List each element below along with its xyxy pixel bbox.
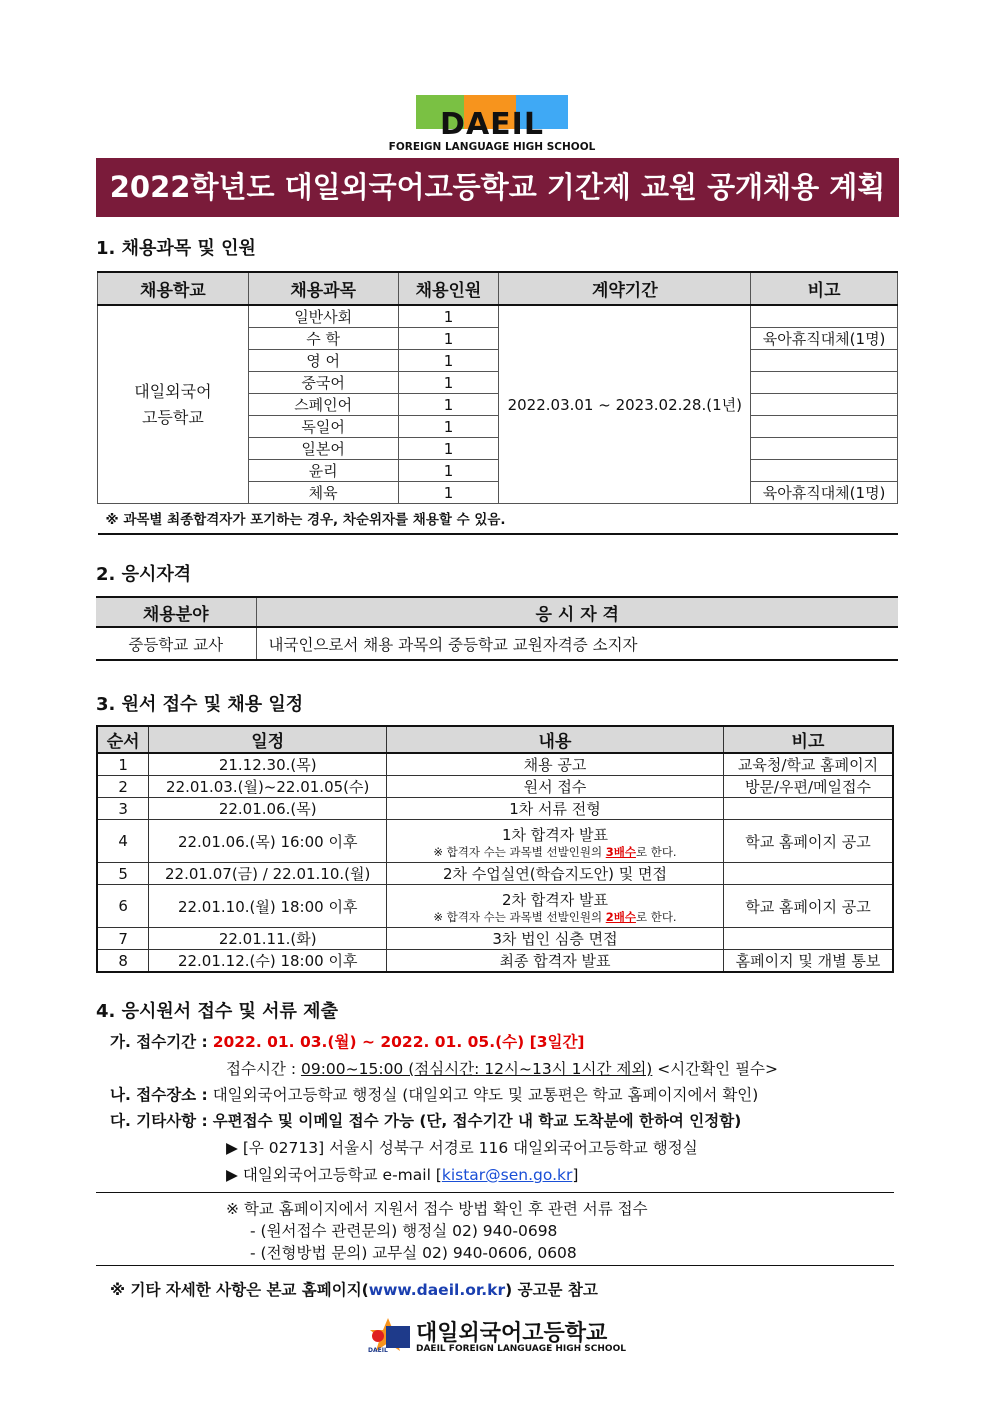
time-label: 접수시간 :: [226, 1060, 301, 1078]
school-line2: 고등학교: [141, 407, 204, 427]
no-cell: 6: [97, 885, 149, 928]
final-post: ) 공고문 참고: [505, 1281, 598, 1299]
note-cell: 육아휴직대체(1명): [751, 482, 898, 504]
note-cell: [751, 416, 898, 438]
content-cell: 최종 합격자 발표: [387, 950, 724, 973]
date-cell: 22.01.06.(목) 16:00 이후: [149, 820, 387, 863]
date-cell: 22.01.03.(월)~22.01.05(수): [149, 776, 387, 798]
content-cell: [387, 885, 724, 928]
divider-top: [96, 1192, 894, 1193]
count-cell: 1: [398, 438, 499, 460]
no-cell: 2: [97, 776, 149, 798]
subnote-multiple: 3배수: [605, 844, 636, 859]
footnote: ※ 과목별 최종합격자가 포기하는 경우, 차순위자를 채용할 수 있음.: [98, 504, 898, 534]
note-cell: 학교 홈페이지 공고: [723, 820, 893, 863]
subnote-post: 로 한다.: [635, 844, 677, 859]
count-cell: 1: [398, 328, 499, 350]
col-count: 채용인원: [398, 272, 499, 305]
date-cell: 22.01.07(금) / 22.01.10.(월): [149, 863, 387, 885]
no-cell: 1: [97, 753, 149, 776]
subject-cell: 체육: [248, 482, 398, 504]
footer-logo: [366, 1316, 626, 1358]
subject-cell: 스페인어: [248, 394, 398, 416]
logo-wordmark: DAEIL: [440, 107, 544, 142]
page-title: 2022학년도 대일외국어고등학교 기간제 교원 공개채용 계획: [96, 158, 899, 217]
note-cell: 홈페이지 및 개별 통보: [723, 950, 893, 973]
note-cell: 교육청/학교 홈페이지: [723, 753, 893, 776]
content-cell: 채용 공고: [387, 753, 724, 776]
content-main: 1차 합격자 발표: [501, 825, 608, 844]
count-cell: 1: [398, 482, 499, 504]
col-school: 채용학교: [98, 272, 249, 305]
contact-academic: - (전형방법 문의) 교무실 02) 940-0606, 0608: [250, 1244, 577, 1262]
subject-cell: 일본어: [248, 438, 398, 460]
place-label: 나. 접수장소 :: [110, 1086, 208, 1104]
col-date: 일정: [149, 726, 387, 753]
final-note: [110, 1278, 598, 1300]
place-value: 대일외국어고등학교 행정실 (대일외고 약도 및 교통편은 학교 홈페이지에서 확인): [212, 1086, 759, 1104]
other-value: 우편접수 및 이메일 접수 가능 (단, 접수기간 내 학교 도착분에 한하여 인정함): [212, 1112, 742, 1130]
note-cell: [751, 350, 898, 372]
count-cell: 1: [398, 460, 499, 482]
footer-school-name: 대일외국어고등학교: [416, 1321, 608, 1346]
qualification-table: [96, 596, 898, 661]
count-cell: 1: [398, 416, 499, 438]
content-cell: 3차 법인 심층 면접: [387, 928, 724, 950]
school-cell: [98, 305, 249, 504]
subnote-post: 로 한다.: [635, 909, 677, 924]
content-cell: 1차 서류 전형: [387, 798, 724, 820]
section1-heading: 1. 채용과목 및 인원: [96, 238, 256, 259]
note-cell: [751, 438, 898, 460]
note-cell: [723, 798, 893, 820]
count-cell: 1: [398, 305, 499, 328]
content-cell: [387, 820, 724, 863]
section2-heading: 2. 응시자격: [96, 564, 192, 585]
col-subject: 채용과목: [248, 272, 398, 305]
homepage-link[interactable]: www.daeil.or.kr: [368, 1281, 506, 1299]
col-no: 순서: [97, 726, 149, 753]
time-value: 09:00~15:00 (점심시간: 12시~13시 1시간 제외): [300, 1060, 653, 1078]
no-cell: 8: [97, 950, 149, 973]
subject-cell: 수 학: [248, 328, 398, 350]
time-note: <시간확인 필수>: [652, 1060, 779, 1078]
email-post: ]: [572, 1166, 579, 1184]
content-subnote: [387, 845, 723, 859]
recruit-table: [97, 271, 898, 535]
date-cell: 22.01.12.(수) 18:00 이후: [149, 950, 387, 973]
date-cell: 22.01.10.(월) 18:00 이후: [149, 885, 387, 928]
divider-bottom: [96, 1265, 894, 1266]
section4-heading: 4. 응시원서 접수 및 서류 제출: [96, 1001, 338, 1022]
subnote-pre: ※ 합격자 수는 과목별 선발인원의: [433, 909, 606, 924]
col-note: 비고: [723, 726, 893, 753]
note-cell: [751, 372, 898, 394]
note-cell: 방문/우편/메일접수: [723, 776, 893, 798]
other-label: 다. 기타사항 :: [110, 1112, 208, 1130]
no-cell: 5: [97, 863, 149, 885]
content-subnote: [387, 910, 723, 924]
note-cell: [751, 460, 898, 482]
subject-cell: 일반사회: [248, 305, 398, 328]
qualification-cell: 내국인으로서 채용 과목의 중등학교 교원자격증 소지자: [256, 627, 898, 660]
col-qualification: 응 시 자 격: [256, 597, 898, 627]
col-content: 내용: [387, 726, 724, 753]
subject-cell: 독일어: [248, 416, 398, 438]
content-main: 2차 합격자 발표: [501, 890, 608, 909]
date-cell: 22.01.06.(목): [149, 798, 387, 820]
field-cell: 중등학교 교사: [96, 627, 256, 660]
date-cell: 21.12.30.(목): [149, 753, 387, 776]
subnote-pre: ※ 합격자 수는 과목별 선발인원의: [433, 844, 606, 859]
final-pre: ※ 기타 자세한 사항은 본교 홈페이지(: [110, 1281, 369, 1299]
section3-heading: 3. 원서 접수 및 채용 일정: [96, 694, 304, 715]
contact-admin: - (원서접수 관련문의) 행정실 02) 940-0698: [250, 1222, 558, 1240]
no-cell: 3: [97, 798, 149, 820]
note-cell: [751, 305, 898, 328]
content-cell: 원서 접수: [387, 776, 724, 798]
other-line: [110, 1109, 741, 1131]
subject-cell: 중국어: [248, 372, 398, 394]
period-line: [110, 1030, 585, 1052]
subnote-multiple: 2배수: [605, 909, 636, 924]
footer-mini-logo: DAEIL: [368, 1347, 388, 1354]
no-cell: 7: [97, 928, 149, 950]
logo-subtitle: FOREIGN LANGUAGE HIGH SCHOOL: [388, 141, 596, 153]
count-cell: 1: [398, 394, 499, 416]
period-cell: 2022.03.01 ~ 2023.02.28.(1년): [499, 305, 751, 504]
contact-note: ※ 학교 홈페이지에서 지원서 접수 방법 확인 후 관련 서류 접수: [226, 1200, 648, 1218]
note-cell: [751, 394, 898, 416]
period-label: 가. 접수기간 :: [110, 1033, 208, 1051]
col-note: 비고: [751, 272, 898, 305]
subject-cell: 영 어: [248, 350, 398, 372]
count-cell: 1: [398, 350, 499, 372]
note-cell: 학교 홈페이지 공고: [723, 885, 893, 928]
col-field: 채용분야: [96, 597, 256, 627]
count-cell: 1: [398, 372, 499, 394]
no-cell: 4: [97, 820, 149, 863]
time-line: [226, 1057, 778, 1079]
date-cell: 22.01.11.(화): [149, 928, 387, 950]
note-cell: [723, 928, 893, 950]
subject-cell: 윤리: [248, 460, 398, 482]
email-pre: ▶ 대일외국어고등학교 e-mail [: [226, 1166, 442, 1184]
email-line: [226, 1163, 578, 1185]
footer-school-sub: DAEIL FOREIGN LANGUAGE HIGH SCHOOL: [416, 1344, 626, 1354]
note-cell: 육아휴직대체(1명): [751, 328, 898, 350]
content-cell: 2차 수업실연(학습지도안) 및 면접: [387, 863, 724, 885]
col-period: 계약기간: [499, 272, 751, 305]
email-link[interactable]: kistar@sen.go.kr: [441, 1166, 573, 1184]
school-line1: 대일외국어: [134, 381, 212, 401]
note-cell: [723, 863, 893, 885]
period-value: 2022. 01. 03.(월) ~ 2022. 01. 05.(수) [3일간]: [212, 1033, 585, 1051]
schedule-table: [96, 725, 894, 973]
place-line: [110, 1083, 758, 1105]
address-line: ▶ [우 02713] 서울시 성북구 서경로 116 대일외국어고등학교 행정실: [226, 1139, 698, 1157]
